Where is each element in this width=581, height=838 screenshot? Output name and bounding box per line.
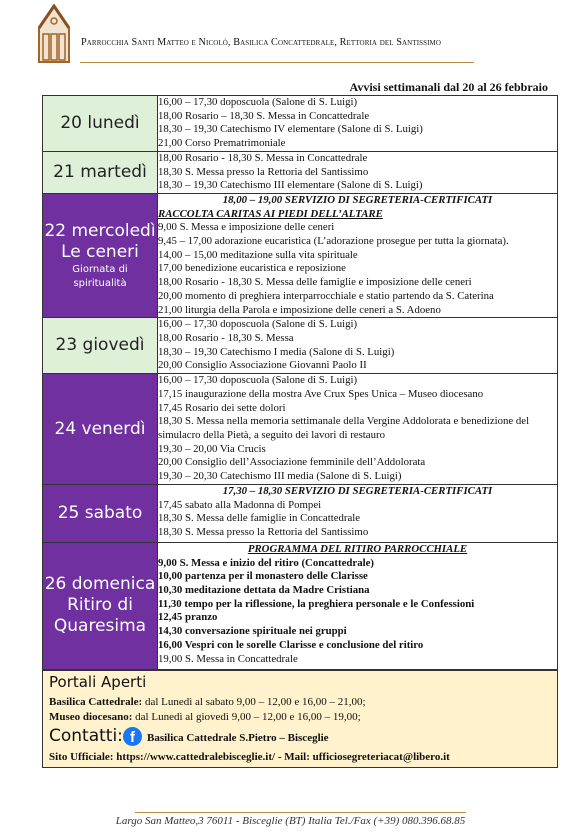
- event-item: 14,00 – 15,00 meditazione sulla vita spirituale: [158, 248, 358, 261]
- website-mail-line[interactable]: Sito Ufficiale: https://www.cattedralebisceglie.it/ - Mail: ufficiosegreteriacat@libero.it: [49, 751, 450, 763]
- event-item: 18,30 – 19,30 Catechismo III elementare (Salone di S. Luigi): [158, 179, 423, 192]
- retreat-header: PROGRAMMA DEL RITIRO PARROCCHIALE: [247, 542, 468, 555]
- day-label-cell: [43, 542, 158, 669]
- event-item: 17,45 Rosario dei sette dolori: [158, 401, 286, 414]
- event-item: 18,30 – 19,30 Catechismo I media (Salone di S. Luigi): [158, 345, 395, 358]
- day-label: 20 lunedì: [43, 96, 158, 152]
- event-item: 18,30 S. Messa presso la Rettoria del Santissimo: [158, 165, 369, 178]
- event-item: 16,00 – 17,30 doposcuola (Salone di S. Luigi): [158, 96, 358, 108]
- facebook-icon[interactable]: f: [123, 727, 142, 746]
- basilica-hours: dal Lunedì al sabato 9,00 – 12,00 e 16,00 – 21,00;: [144, 696, 366, 708]
- day-row-thursday: [43, 318, 558, 374]
- events-cell: [158, 542, 558, 669]
- event-item: 17,00 benedizione eucaristica e reposizione: [158, 262, 346, 275]
- day-row-saturday: [43, 484, 558, 542]
- retreat-item: 11,30 tempo per la riflessione, la preghiera personale e le Confessioni: [158, 597, 475, 610]
- week-title: Avvisi settimanali dal 20 al 26 febbraio: [349, 80, 548, 94]
- event-item: 20,00 Consiglio dell’Associazione femminile dell’Addolorata: [158, 456, 426, 469]
- event-item: 17,45 sabato alla Madonna di Pompei: [158, 498, 322, 511]
- event-item: 21,00 liturgia della Parola e imposizione delle ceneri a S. Adoeno: [158, 303, 441, 316]
- office-service-header: 17,30 – 18,30 SERVIZIO DI SEGRETERIA-CERTIFICATI: [222, 484, 493, 497]
- event-item: 16,00 – 17,30 doposcuola (Salone di S. Luigi): [158, 374, 358, 387]
- basilica-hours-line: [49, 696, 366, 708]
- day-label: 25 sabato: [43, 484, 158, 542]
- day-label: 26 domenica: [44, 574, 156, 595]
- day-subtitle: Le ceneri: [61, 241, 139, 262]
- day-row-monday: [43, 96, 558, 152]
- weekly-schedule-table: [42, 95, 558, 670]
- day-subtitle-2: Quaresima: [53, 616, 147, 637]
- event-item: 18,30 S. Messa nella memoria settimanale della Vergine Addolorata e benedizione del simulacro della Pietà, a seguito dei lavori di restauro: [158, 415, 530, 442]
- day-label: 21 martedì: [43, 151, 158, 193]
- retreat-item: 16,00 Vespri con le sorelle Clarisse e conclusione del ritiro: [158, 638, 424, 651]
- event-item: 9,45 – 17,00 adorazione eucaristica (L’adorazione prosegue per tutta la giornata).: [158, 235, 509, 248]
- retreat-item: 10,30 meditazione dettata da Madre Cristiana: [158, 583, 370, 596]
- day-label: 23 giovedì: [43, 318, 158, 374]
- basilica-label: Basilica Cattedrale:: [49, 696, 143, 708]
- event-item: 18,00 Rosario - 18,30 S. Messa in Concattedrale: [158, 151, 368, 164]
- event-item: 16,00 – 17,30 doposcuola (Salone di S. Luigi): [158, 318, 358, 331]
- event-item: 19,00 S. Messa in Concattedrale: [158, 652, 298, 665]
- day-note: Giornata di spiritualità: [72, 263, 128, 289]
- retreat-item: 9,00 S. Messa e inizio del ritiro (Concattedrale): [158, 556, 374, 569]
- day-label: 24 venerdì: [43, 374, 158, 485]
- event-item: 19,30 – 20,00 Via Crucis: [158, 442, 266, 455]
- event-item: 18,30 – 19,30 Catechismo IV elementare (Salone di S. Luigi): [158, 123, 423, 136]
- day-row-wednesday: [43, 193, 558, 317]
- event-item: 18,00 Rosario – 18,30 S. Messa in Concattedrale: [158, 109, 370, 122]
- event-item: 18,30 S. Messa presso la Rettoria del Santissimo: [158, 525, 369, 538]
- day-row-friday: [43, 374, 558, 485]
- info-box: [42, 670, 558, 768]
- events-cell: [158, 193, 558, 317]
- address-line: Largo San Matteo,3 76011 - Bisceglie (BT) Italia Tel./Fax (+39) 080.396.68.85: [115, 815, 466, 827]
- museum-hours: dal Lunedì al giovedì 9,00 – 12,00 e 16,00 – 19,00;: [135, 711, 361, 723]
- event-item: 17,15 inaugurazione della mostra Ave Crux Spes Unica – Museo diocesano: [158, 387, 484, 400]
- facebook-page-link[interactable]: Basilica Cattedrale S.Pietro – Bisceglie: [147, 732, 329, 744]
- retreat-item: 10,00 partenza per il monastero delle Clarisse: [158, 570, 368, 583]
- office-service-header: 18,00 – 19,00 SERVIZIO DI SEGRETERIA-CERTIFICATI: [222, 193, 493, 206]
- events-cell: [158, 151, 558, 193]
- header-divider: [80, 62, 474, 63]
- retreat-item: 12,45 pranzo: [158, 611, 218, 624]
- parish-logo: [33, 4, 75, 64]
- footer-divider: [135, 812, 466, 813]
- contacts-title: Contatti:: [49, 726, 123, 746]
- museum-label: Museo diocesano:: [49, 711, 133, 723]
- event-item: 18,30 S. Messa delle famiglie in Concattedrale: [158, 512, 361, 525]
- retreat-item: 14,30 conversazione spirituale nei gruppi: [158, 625, 347, 638]
- day-row-sunday: [43, 542, 558, 669]
- event-item: 9,00 S. Messa e imposizione delle ceneri: [158, 221, 335, 234]
- museum-hours-line: [49, 711, 361, 723]
- caritas-header: RACCOLTA CARITAS AI PIEDI DELL’ALTARE: [158, 207, 383, 220]
- event-item: 19,30 – 20,30 Catechismo III media (Salone di S. Luigi): [158, 470, 402, 483]
- event-item: 20,00 Consiglio Associazione Giovanni Paolo II: [158, 359, 367, 372]
- events-cell: [158, 96, 558, 152]
- event-item: 21,00 Corso Prematrimoniale: [158, 137, 286, 150]
- day-subtitle: Ritiro di: [67, 595, 133, 616]
- event-item: 18,00 Rosario - 18,30 S. Messa delle famiglie e imposizione delle ceneri: [158, 276, 472, 289]
- portals-title: Portali Aperti: [49, 673, 147, 691]
- event-item: 20,00 momento di preghiera interparrocchiale e statio partendo da S. Caterina: [158, 289, 494, 302]
- events-cell: [158, 374, 558, 485]
- event-item: 18,00 Rosario - 18,30 S. Messa: [158, 331, 294, 344]
- parish-name: Parrocchia Santi Matteo e Nicolò, Basilica Concattedrale, Rettoria del Santissimo: [81, 37, 442, 48]
- day-label-cell: [43, 193, 158, 317]
- events-cell: [158, 318, 558, 374]
- day-label: 22 mercoledì: [44, 220, 156, 241]
- day-row-tuesday: [43, 151, 558, 193]
- events-cell: [158, 484, 558, 542]
